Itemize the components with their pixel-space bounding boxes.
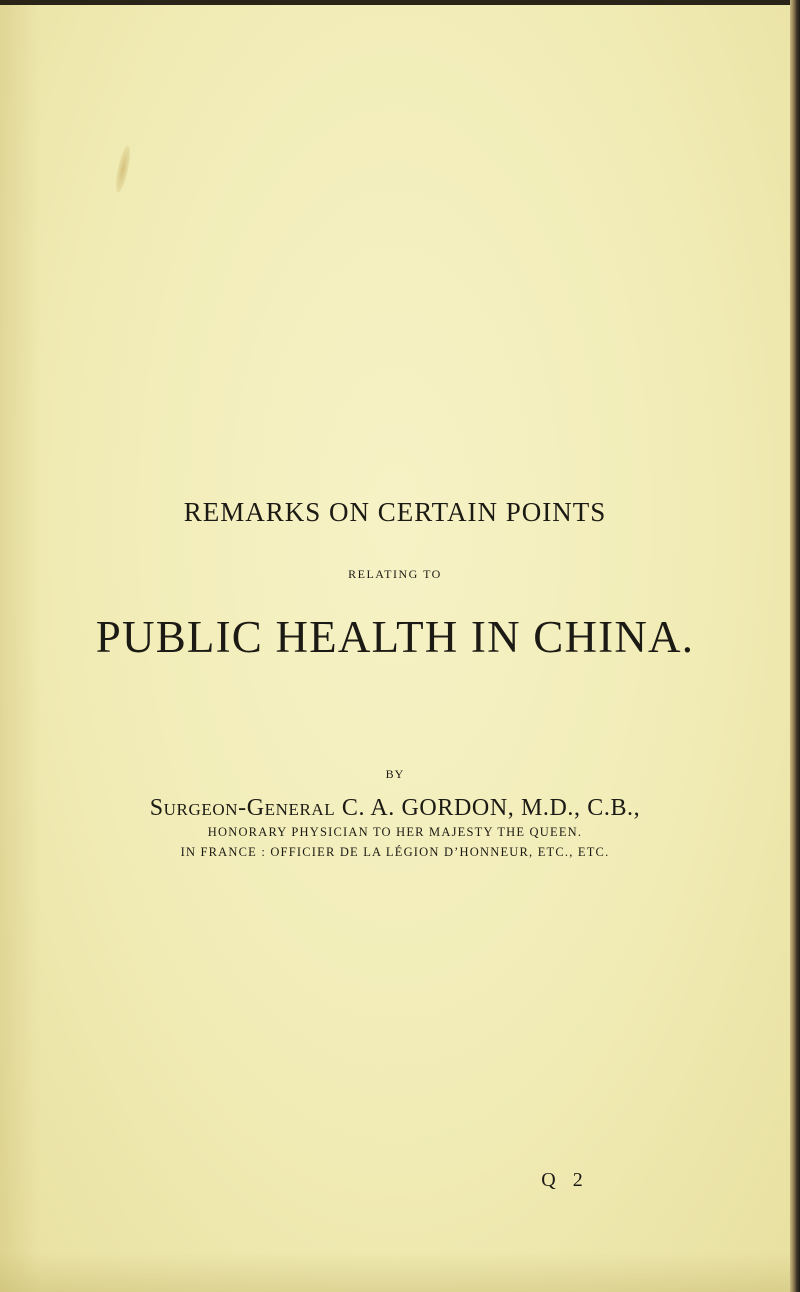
by-text: BY [385,767,405,781]
book-spine-edge [790,0,800,1292]
author-honors-line-2: IN FRANCE : OFFICIER DE LA LÉGION D’HONNEUR, ETC., ETC. [180,845,610,859]
title-line-2: PUBLIC HEALTH IN CHINA. [95,612,695,662]
author-name: Surgeon-General C. A. GORDON, M.D., C.B., [149,795,641,821]
title-line-1: REMARKS ON CERTAIN POINTS [183,497,607,527]
paper-stain [113,144,133,193]
page-top-edge [0,0,800,5]
signature-mark: Q 2 [541,1169,589,1191]
author-honors-line-1: HONORARY PHYSICIAN TO HER MAJESTY THE QUEEN. [207,825,583,839]
relating-to-text: RELATING TO [348,567,442,581]
page-bottom-shading [0,1252,790,1292]
